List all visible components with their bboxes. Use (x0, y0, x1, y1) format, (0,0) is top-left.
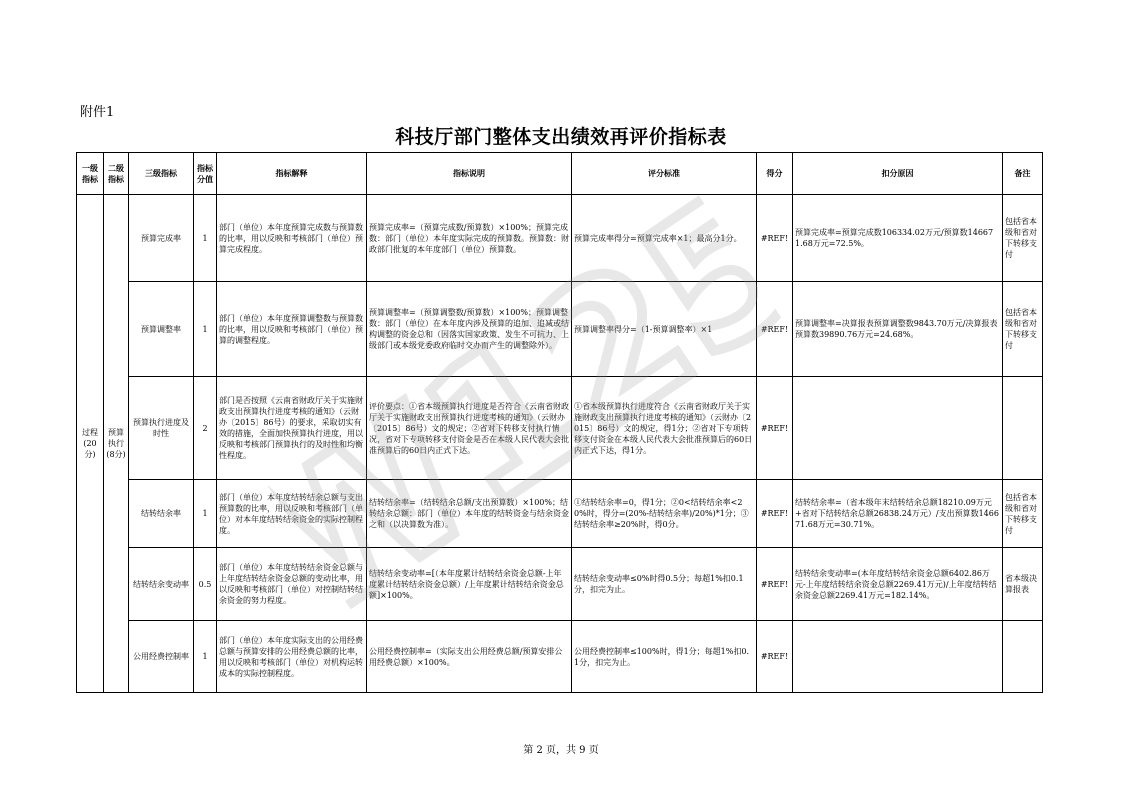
score-cell: #REF! (757, 480, 793, 548)
criteria-cell: 公用经费控制率≤100%时，得1分；每超1%扣0.1分，扣完为止。 (572, 621, 757, 693)
table-row (77, 548, 1043, 621)
table-row (77, 377, 1043, 480)
description-cell: 预算调整率=（预算调整数/预算数）×100%；预算调整数：部门（单位）在本年度内涉及预算的追加、追减或结构调整的资金总和（因落实国家政策、发生不可抗力、上级部门或本级党委政府临时交办而产生的调整除外）。 (367, 282, 572, 377)
weight-cell: 1 (194, 282, 217, 377)
deduction-cell (793, 621, 1003, 693)
watermark-text: W125 (252, 173, 808, 647)
level3-cell: 结转结余变动率 (129, 548, 194, 621)
explanation-cell: 部门是否按照《云南省财政厅关于实施财政支出预算执行进度考核的通知》（云财办〔2015〕86号）的要求，采取切实有效的措施，全面加快预算执行进度，用以反映和考核部门预算执行的及时性和均衡性程度。 (217, 377, 367, 480)
remark-cell: 包括省本级和省对下转移支付 (1003, 282, 1043, 377)
header-description: 指标说明 (367, 153, 572, 195)
level3-cell: 预算调整率 (129, 282, 194, 377)
score-cell: #REF! (757, 548, 793, 621)
weight-cell: 1 (194, 480, 217, 548)
deduction-cell: 结转结余变动率=(本年度结转结余资金总额6402.86万元-上年度结转结余资金总额2269.41万元)/上年度结转结余资金总额2269.41万元=182.14%。 (793, 548, 1003, 621)
score-cell: #REF! (757, 621, 793, 693)
level3-cell: 预算执行进度及时性 (129, 377, 194, 480)
criteria-cell: ①省本级预算执行进度符合《云南省财政厅关于实施财政支出预算执行进度考核的通知》（云财办〔2015〕86号）文的规定，得1分；②省对下专项转移支付资金在本级人民代表大会批准预算后的60日内正式下达，得1分。 (572, 377, 757, 480)
level3-cell: 结转结余率 (129, 480, 194, 548)
header-explanation: 指标解释 (217, 153, 367, 195)
criteria-cell: 预算调整率得分=（1-预算调整率）×1 (572, 282, 757, 377)
header-score: 得分 (757, 153, 793, 195)
header-level1: 一级指标 (77, 153, 104, 195)
header-level3: 三级指标 (129, 153, 194, 195)
header-criteria: 评分标准 (572, 153, 757, 195)
table-row (77, 195, 1043, 282)
remark-cell: 包括省本级和省对下转移支付 (1003, 480, 1043, 548)
table-header-row (77, 153, 1043, 195)
description-cell: 预算完成率=（预算完成数/预算数）×100%；预算完成数：部门（单位）本年度实际完成的预算数。预算数：财政部门批复的本年度部门（单位）预算数。 (367, 195, 572, 282)
weight-cell: 0.5 (194, 548, 217, 621)
remark-cell: 包括省本级和省对下转移支付 (1003, 195, 1043, 282)
deduction-cell: 预算完成率=预算完成数106334.02万元/预算数146671.68万元=72.5%。 (793, 195, 1003, 282)
remark-cell: 省本级决算报表 (1003, 548, 1043, 621)
header-deduction: 扣分原因 (793, 153, 1003, 195)
table-row (77, 282, 1043, 377)
explanation-cell: 部门（单位）本年度结转结余总额与支出预算数的比率，用以反映和考核部门（单位）对本年度结转结余资金的实际控制程度。 (217, 480, 367, 548)
page-footer: 第 2 页，共 9 页 (523, 745, 599, 756)
deduction-cell (793, 377, 1003, 480)
deduction-cell: 预算调整率=决算报表预算调整数9843.70万元/决算报表预算数39890.76万元=24.68%。 (793, 282, 1003, 377)
level2-cell: 预算执行(8分) (104, 195, 129, 693)
score-cell: #REF! (757, 377, 793, 480)
score-cell: #REF! (757, 195, 793, 282)
remark-cell (1003, 621, 1043, 693)
description-cell: 评价要点：①省本级预算执行进度是否符合《云南省财政厅关于实施财政支出预算执行进度考核的通知》（云财办〔2015〕86号）文的规定；②省对下转移支付执行情况，省对下专项转移支付资金是否在本级人民代表大会批准预算后的60日内正式下达。 (367, 377, 572, 480)
table-row (77, 621, 1043, 693)
indicator-table (76, 152, 1043, 693)
description-cell: 结转结余变动率=[（本年度累计结转结余资金总额-上年度累计结转结余资金总额）/上年度累计结转结余资金总额]×100%。 (367, 548, 572, 621)
weight-cell: 1 (194, 195, 217, 282)
table-row (77, 480, 1043, 548)
attachment-label: 附件1 (80, 105, 115, 120)
header-level2: 二级指标 (104, 153, 129, 195)
explanation-cell: 部门（单位）本年度预算调整数与预算数的比率，用以反映和考核部门（单位）预算的调整程度。 (217, 282, 367, 377)
weight-cell: 1 (194, 621, 217, 693)
description-cell: 公用经费控制率=（实际支出公用经费总额/预算安排公用经费总额）×100%。 (367, 621, 572, 693)
criteria-cell: 预算完成率得分=预算完成率×1；最高分1分。 (572, 195, 757, 282)
header-remark: 备注 (1003, 153, 1043, 195)
explanation-cell: 部门（单位）本年度预算完成数与预算数的比率，用以反映和考核部门（单位）预算完成程度。 (217, 195, 367, 282)
explanation-cell: 部门（单位）本年度实际支出的公用经费总额与预算安排的公用经费总额的比率，用以反映和考核部门（单位）对机构运转成本的实际控制程度。 (217, 621, 367, 693)
score-cell: #REF! (757, 282, 793, 377)
weight-cell: 2 (194, 377, 217, 480)
description-cell: 结转结余率=（结转结余总额/支出预算数）×100%；结转结余总额：部门（单位）本年度的结转资金与结余资金之和（以决算数为准）。 (367, 480, 572, 548)
header-weight: 指标分值 (194, 153, 217, 195)
level1-cell: 过程(20分) (77, 195, 104, 693)
page-title: 科技厅部门整体支出绩效再评价指标表 (395, 126, 727, 148)
criteria-cell: 结转结余变动率≤0%时得0.5分；每超1%扣0.1分，扣完为止。 (572, 548, 757, 621)
remark-cell (1003, 377, 1043, 480)
level3-cell: 公用经费控制率 (129, 621, 194, 693)
explanation-cell: 部门（单位）本年度结转结余资金总额与上年度结转结余资金总额的变动比率，用以反映和考核部门（单位）对控制结转结余资金的努力程度。 (217, 548, 367, 621)
level3-cell: 预算完成率 (129, 195, 194, 282)
criteria-cell: ①结转结余率=0，得1分；②0<结转结余率<20%时，得分=(20%-结转结余率)/20%)*1分；③结转结余率≥20%时，得0分。 (572, 480, 757, 548)
deduction-cell: 结转结余率=（省本级年末结转结余总额18210.09万元+省对下结转结余总额26838.24万元）/支出预算数146671.68万元=30.71%。 (793, 480, 1003, 548)
